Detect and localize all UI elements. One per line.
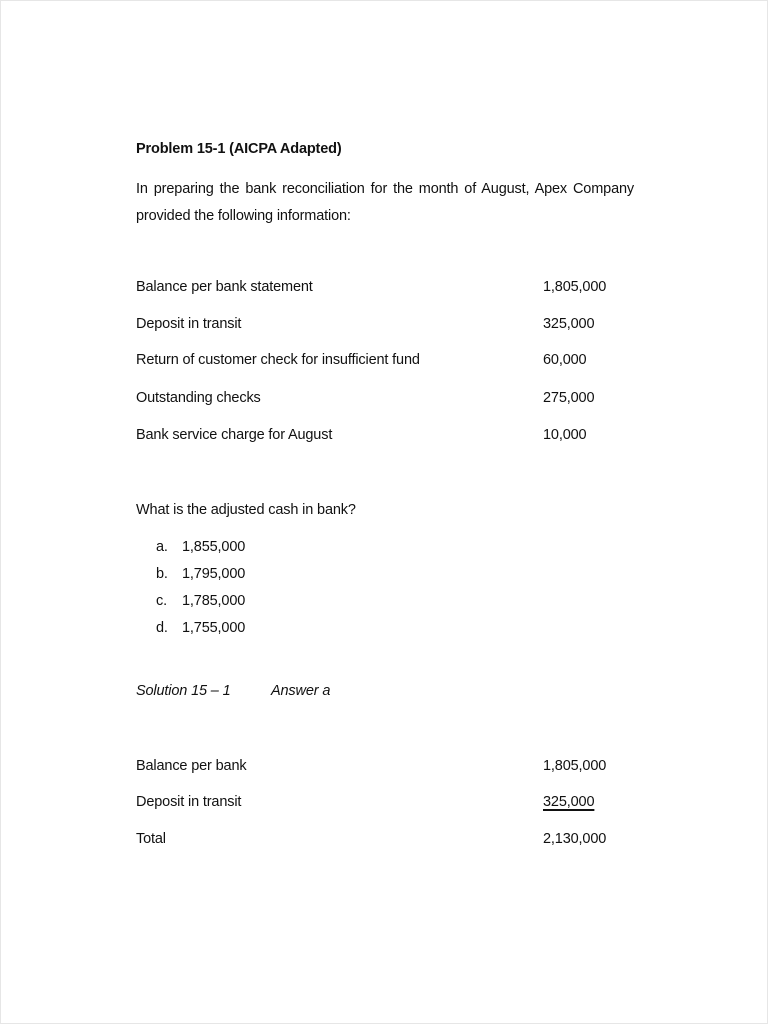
info-label: Deposit in transit — [136, 316, 242, 332]
solution-row-amount: 2,130,000 — [543, 831, 607, 847]
choice-item — [156, 620, 245, 647]
info-label: Balance per bank statement — [136, 279, 313, 295]
info-amount: 325,000 — [543, 316, 595, 332]
solution-row-amount: 1,805,000 — [543, 758, 607, 774]
info-amount: 10,000 — [543, 427, 587, 443]
choice-item — [156, 566, 245, 593]
problem-title: Problem 15-1 (AICPA Adapted) — [136, 141, 342, 157]
solution-row — [136, 831, 634, 851]
choice-value: 1,795,000 — [182, 566, 246, 582]
choice-letter: d. — [156, 620, 168, 636]
choice-letter: c. — [156, 593, 167, 609]
choice-letter: a. — [156, 539, 168, 555]
solution-row — [136, 758, 634, 778]
info-row — [136, 352, 634, 372]
solution-label: Solution 15 – 1 — [136, 683, 231, 699]
solution-row-label: Deposit in transit — [136, 794, 242, 810]
question-text: What is the adjusted cash in bank? — [136, 502, 356, 518]
info-amount: 275,000 — [543, 390, 595, 406]
choice-letter: b. — [156, 566, 168, 582]
solution-heading — [136, 683, 331, 699]
choice-value: 1,785,000 — [182, 593, 246, 609]
problem-intro: In preparing the bank reconciliation for the month of August, Apex Company provided the following information: — [136, 181, 634, 224]
info-label: Outstanding checks — [136, 390, 261, 406]
choice-item — [156, 539, 245, 566]
choice-item — [156, 593, 245, 620]
info-amount: 60,000 — [543, 352, 587, 368]
info-label: Return of customer check for insufficient fund — [136, 352, 420, 368]
answer-choices — [156, 539, 245, 647]
info-label: Bank service charge for August — [136, 427, 333, 443]
choice-value: 1,755,000 — [182, 620, 246, 636]
info-row — [136, 390, 634, 410]
solution-row-label: Total — [136, 831, 166, 847]
solution-row-label: Balance per bank — [136, 758, 247, 774]
info-row — [136, 279, 634, 299]
choice-value: 1,855,000 — [182, 539, 246, 555]
info-row — [136, 316, 634, 336]
solution-answer: Answer a — [271, 683, 331, 699]
solution-row — [136, 794, 634, 814]
solution-row-amount: 325,000 — [543, 794, 595, 810]
info-row — [136, 427, 634, 447]
info-amount: 1,805,000 — [543, 279, 607, 295]
